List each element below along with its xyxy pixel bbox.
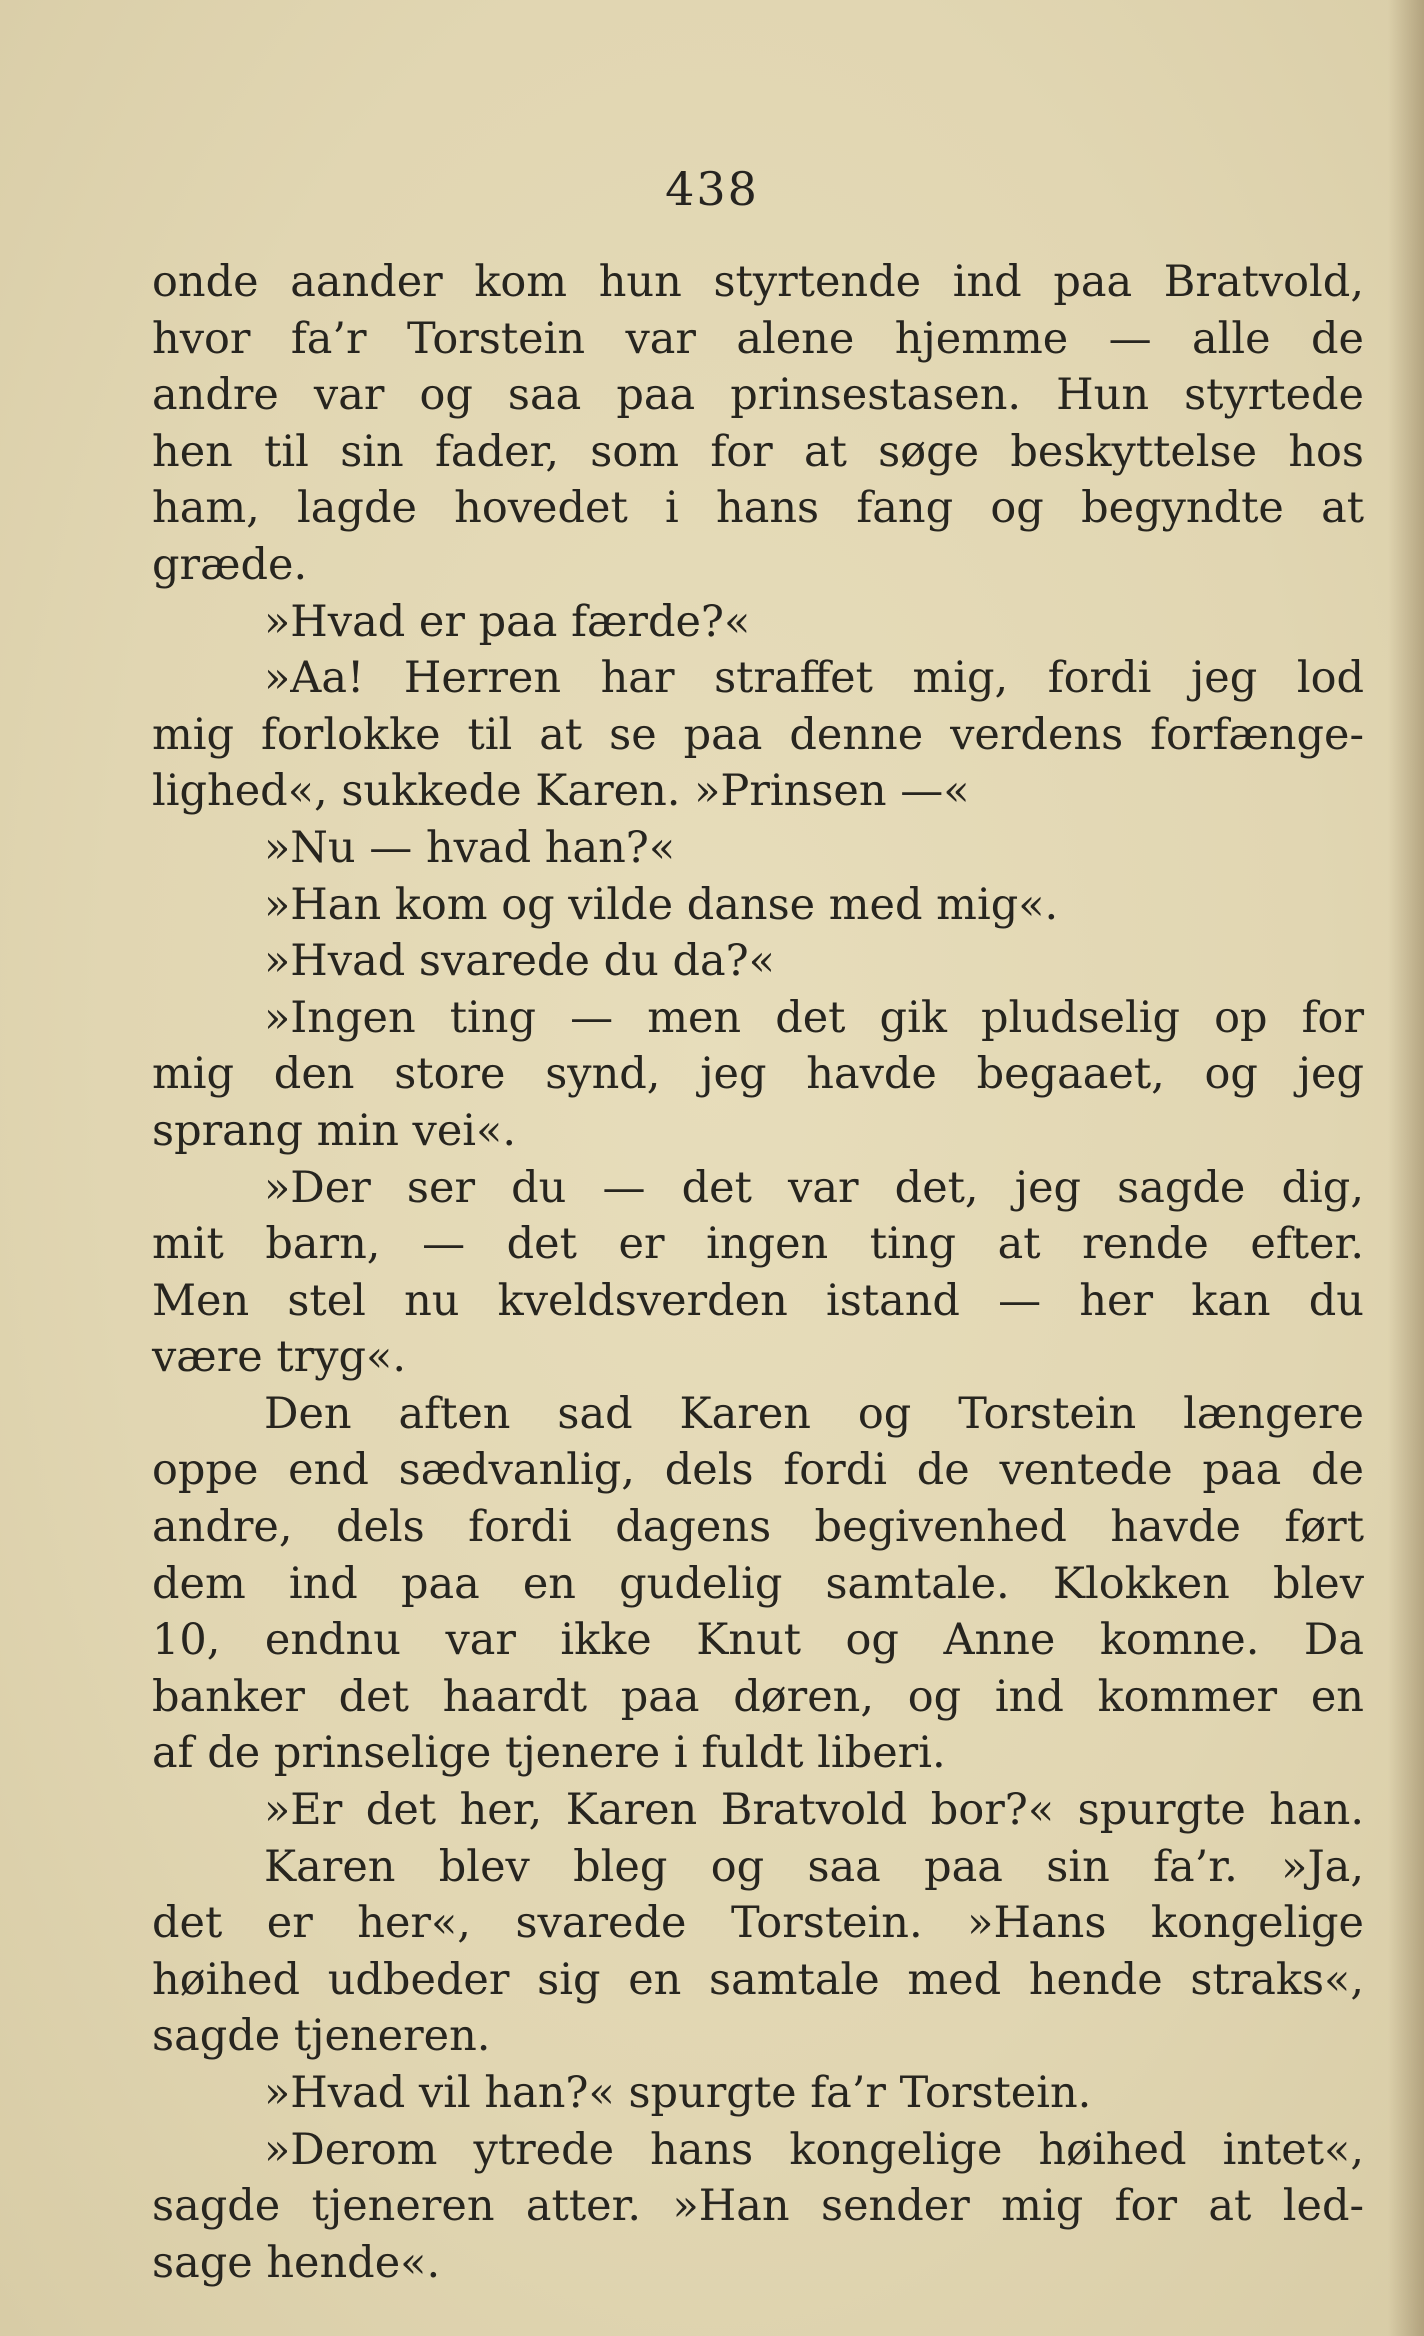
text-line: hvor fa’r Torstein var alene hjemme — alle de (152, 313, 1364, 364)
text-line: »Hvad vil han?« spurgte fa’r Torstein. (264, 2068, 1092, 2118)
text-line: græde. (152, 539, 308, 590)
text-line: sprang min vei«. (152, 1105, 517, 1156)
text-line: det er her«, svarede Torstein. »Hans kongelige (152, 1898, 1364, 1949)
text-line: »Nu — hvad han?« (264, 822, 676, 873)
text-line: sagde tjeneren. (152, 2011, 491, 2062)
text-line: være tryg«. (152, 1332, 407, 1383)
text-line: »Hvad svarede du da?« (264, 936, 775, 987)
text-line: 10, endnu var ikke Knut og Anne komne. Da (152, 1615, 1364, 1666)
text-line: »Ingen ting — men det gik pludselig op for (264, 992, 1364, 1043)
text-line: sagde tjeneren atter. »Han sender mig for at led- (152, 2181, 1364, 2232)
page-number: 438 (665, 162, 759, 216)
text-line: af de prinselige tjenere i fuldt liberi. (152, 1728, 946, 1779)
text-line: lighed«, sukkede Karen. »Prinsen —« (152, 766, 970, 817)
body-text (152, 254, 1364, 2291)
text-line: andre var og saa paa prinsestasen. Hun styrtede (152, 370, 1364, 421)
text-line: Men stel nu kveldsverden istand — her kan du (152, 1275, 1364, 1326)
text-line: Karen blev bleg og saa paa sin fa’r. »Ja, (264, 1841, 1364, 1892)
page-edge-shadow (1388, 0, 1424, 2336)
text-line: dem ind paa en gudelig samtale. Klokken blev (152, 1558, 1364, 1609)
text-line: andre, dels fordi dagens begivenhed havde ført (152, 1502, 1364, 1553)
text-line: mig forlokke til at se paa denne verdens forfænge- (152, 709, 1364, 760)
text-line: »Aa! Herren har straffet mig, fordi jeg lod (264, 653, 1364, 704)
text-line: ham, lagde hovedet i hans fang og begyndte at (152, 483, 1364, 534)
text-line: hen til sin fader, som for at søge beskyttelse hos (152, 426, 1364, 477)
text-line: »Hvad er paa færde?« (264, 596, 751, 647)
text-line: oppe end sædvanlig, dels fordi de ventede paa de (152, 1445, 1364, 1496)
text-line: høihed udbeder sig en samtale med hende straks«, (152, 1954, 1364, 2005)
text-line: »Han kom og vilde danse med mig«. (264, 879, 1059, 930)
text-line: »Er det her, Karen Bratvold bor?« spurgte han. (264, 1785, 1364, 1836)
text-line: banker det haardt paa døren, og ind kommer en (152, 1671, 1364, 1722)
text-line: Den aften sad Karen og Torstein længere (264, 1388, 1364, 1439)
text-line: mig den store synd, jeg havde begaaet, og jeg (152, 1049, 1364, 1100)
text-line: mit barn, — det er ingen ting at rende efter. (152, 1219, 1364, 1270)
text-line: »Derom ytrede hans kongelige høihed intet«, (264, 2124, 1364, 2175)
text-line: onde aander kom hun styrtende ind paa Bratvold, (152, 257, 1364, 307)
text-line: »Der ser du — det var det, jeg sagde dig, (264, 1162, 1364, 1213)
text-line: sage hende«. (152, 2237, 441, 2288)
